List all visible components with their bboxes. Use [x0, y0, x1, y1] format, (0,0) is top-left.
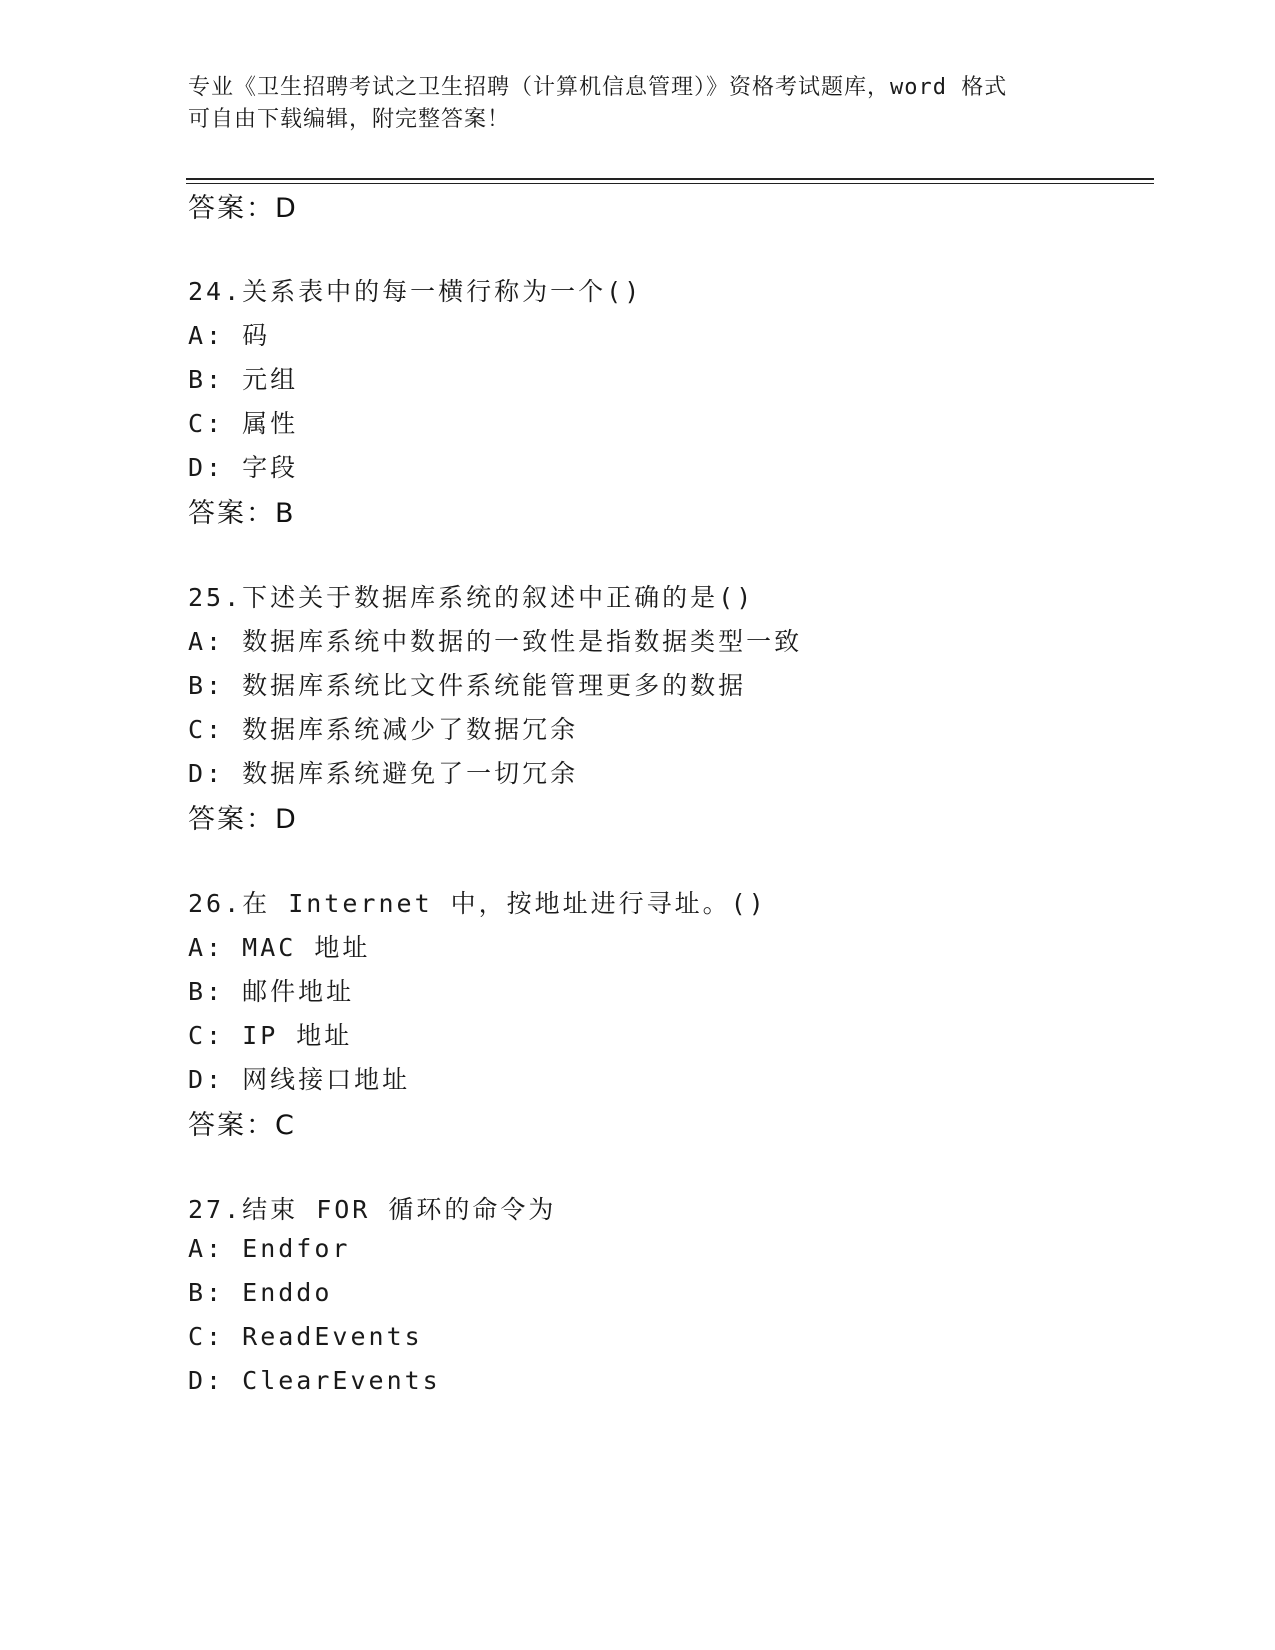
- header-line-2: 可自由下载编辑，附完整答案！: [188, 107, 511, 132]
- header-line-1: 专业《卫生招聘考试之卫生招聘（计算机信息管理）》资格考试题库，word 格式: [188, 75, 1008, 100]
- header-divider-thin: [186, 183, 1154, 184]
- question-26-option-c: C: IP 地址: [188, 1021, 353, 1050]
- question-24-option-a: A: 码: [188, 321, 271, 350]
- question-27-option-b: B: Enddo: [188, 1278, 333, 1307]
- question-24-stem: 24.关系表中的每一横行称为一个(): [188, 277, 643, 306]
- question-26-answer: 答案：C: [188, 1110, 296, 1141]
- question-27-option-c: C: ReadEvents: [188, 1322, 423, 1351]
- document-header: [188, 72, 1068, 136]
- question-24-option-d: D: 字段: [188, 453, 299, 482]
- question-25-stem: 25.下述关于数据库系统的叙述中正确的是(): [188, 583, 755, 612]
- question-27-option-a: A: Endfor: [188, 1234, 351, 1263]
- question-26-option-b: B: 邮件地址: [188, 977, 355, 1006]
- header-divider-thick: [186, 178, 1154, 180]
- question-24-answer: 答案：B: [188, 498, 296, 529]
- question-26-option-a: A: MAC 地址: [188, 933, 371, 962]
- question-27-stem: 27.结束 FOR 循环的命令为: [188, 1195, 557, 1224]
- question-25-answer: 答案：D: [188, 804, 298, 835]
- question-27-option-d: D: ClearEvents: [188, 1366, 441, 1395]
- previous-answer: 答案：D: [188, 193, 298, 224]
- question-25-option-c: C: 数据库系统减少了数据冗余: [188, 715, 579, 744]
- question-24-option-b: B: 元组: [188, 365, 299, 394]
- question-26-stem: 26.在 Internet 中，按地址进行寻址。(): [188, 889, 767, 918]
- question-25-option-a: A: 数据库系统中数据的一致性是指数据类型一致: [188, 627, 803, 656]
- question-25-option-b: B: 数据库系统比文件系统能管理更多的数据: [188, 671, 747, 700]
- question-25-option-d: D: 数据库系统避免了一切冗余: [188, 759, 579, 788]
- question-26-option-d: D: 网线接口地址: [188, 1065, 411, 1094]
- question-24-option-c: C: 属性: [188, 409, 299, 438]
